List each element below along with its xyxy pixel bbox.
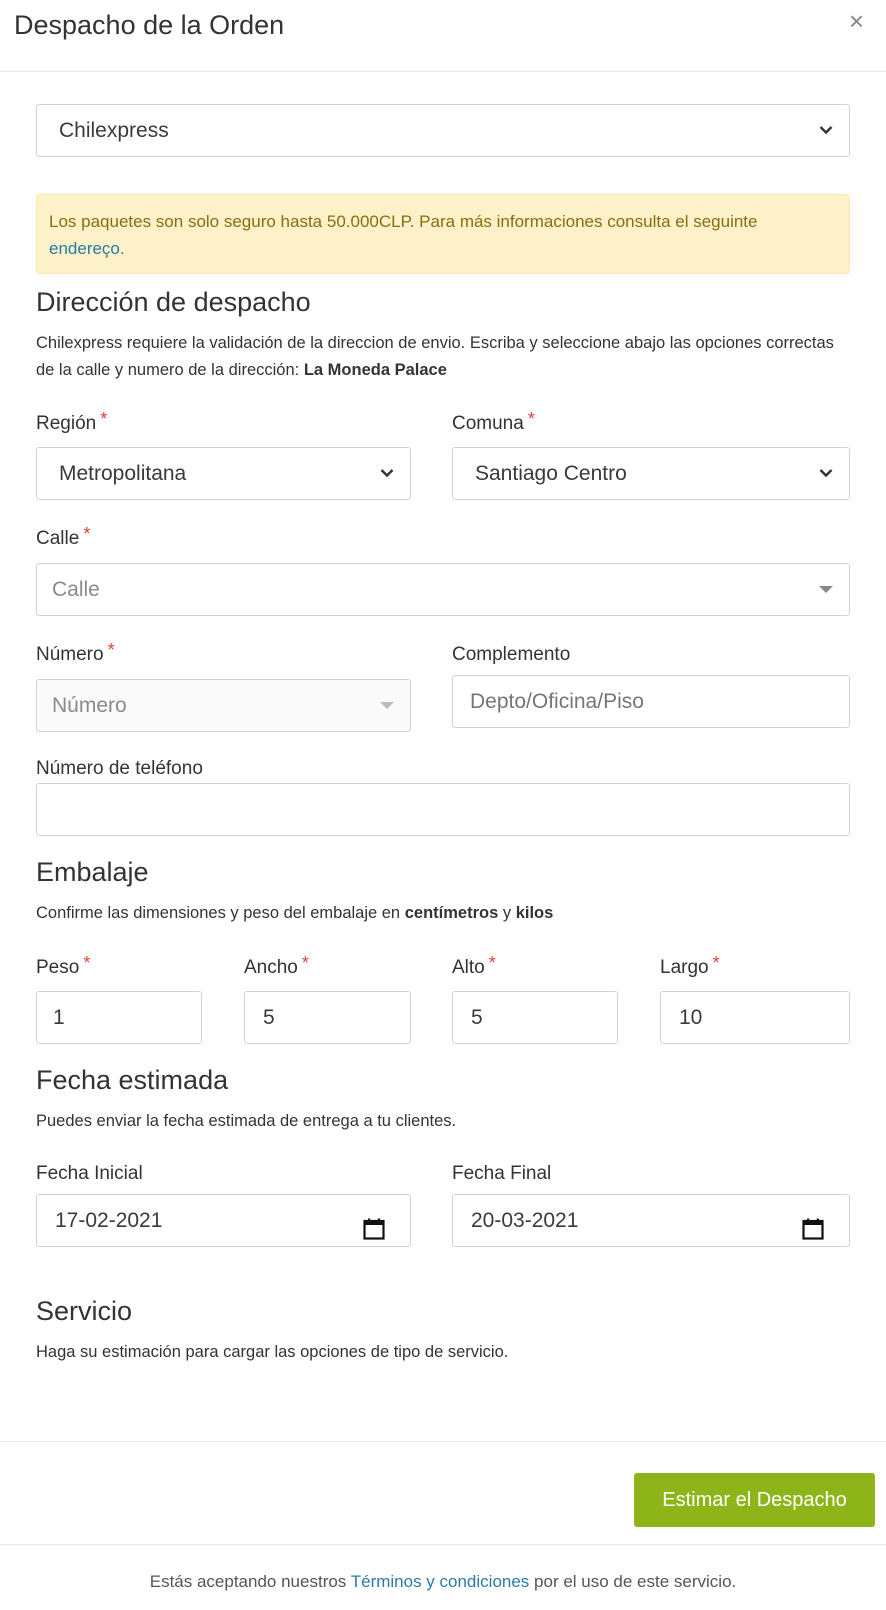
chevron-down-icon [819,105,835,156]
start-date-label: Fecha Inicial [36,1163,143,1184]
ancho-label: Ancho * [244,953,309,978]
packaging-description: Confirme las dimensiones y peso del embalaje en centímetros y kilos [36,904,554,922]
required-mark: * [100,409,108,429]
footer-divider [0,1544,886,1545]
ancho-input[interactable]: 5 [244,991,411,1044]
required-mark: * [107,640,115,660]
insurance-alert [36,194,850,274]
numero-label: Número * [36,640,115,665]
required-mark: * [527,409,535,429]
end-date-input[interactable]: 20-03-2021 [452,1194,850,1247]
terms-link[interactable]: Términos y condiciones [350,1572,530,1591]
carrier-select[interactable] [36,104,850,157]
alto-input[interactable]: 5 [452,991,618,1044]
chevron-down-icon [819,448,835,499]
calendar-icon[interactable] [362,1209,386,1247]
chevron-down-icon [380,448,396,499]
packaging-section-title: Embalaje [36,857,149,887]
start-date-input[interactable]: 17-02-2021 [36,1194,411,1247]
carrier-select-value: Chilexpress [59,119,169,142]
peso-input[interactable]: 1 [36,991,202,1044]
required-mark: * [301,953,309,973]
service-description: Haga su estimación para cargar las opciones de tipo de servicio. [36,1343,509,1361]
address-name: La Moneda Palace [303,361,447,379]
dates-description: Puedes enviar la fecha estimada de entrega a tu clientes. [36,1112,457,1130]
region-label: Región * [36,409,108,434]
modal-header [0,0,886,72]
complemento-label: Complemento [452,644,571,665]
largo-label: Largo * [660,953,720,978]
peso-label: Peso * [36,953,91,978]
calendar-icon[interactable] [801,1209,825,1247]
alto-label: Alto * [452,953,496,978]
required-mark: * [83,953,91,973]
address-section-title: Dirección de despacho [36,287,311,317]
comuna-select[interactable]: Santiago Centro [452,447,850,500]
comuna-label: Comuna * [452,409,535,434]
region-select[interactable]: Metropolitana [36,447,411,500]
alert-link[interactable]: endereço. [49,239,125,258]
dates-section-title: Fecha estimada [36,1065,229,1095]
complemento-input[interactable] [452,675,850,728]
modal-title: Despacho de la Orden [14,10,285,40]
terms-notice: Estás aceptando nuestros Términos y condiciones por el uso de este servicio. [149,1572,737,1591]
required-mark: * [712,953,720,973]
alert-text: Los paquetes son solo seguro hasta 50.000CLP. Para más informaciones consulta el seguinte [49,212,758,231]
footer-divider [0,1441,886,1442]
end-date-label: Fecha Final [452,1163,552,1184]
calle-label: Calle * [36,524,91,549]
caret-down-icon [819,586,833,593]
close-button[interactable]: × [848,6,864,36]
calle-combobox[interactable]: Calle [36,563,850,616]
largo-input[interactable]: 10 [660,991,850,1044]
caret-down-icon [380,702,394,709]
telefono-label: Número de teléfono [36,758,203,779]
required-mark: * [83,524,91,544]
numero-combobox[interactable]: Número [36,679,411,732]
required-mark: * [488,953,496,973]
address-description: Chilexpress requiere la validación de la direccion de envio. Escriba y seleccione abajo las opciones correctas de la calle y numero de la dirección: La Moneda Palace [36,334,834,379]
estimate-shipping-button[interactable]: Estimar el Despacho [634,1473,875,1527]
telefono-input[interactable] [36,783,850,836]
service-section-title: Servicio [36,1296,133,1326]
